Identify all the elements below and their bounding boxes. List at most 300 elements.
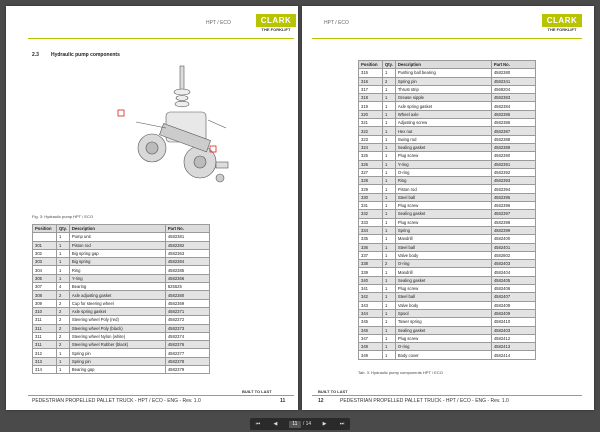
cell-position: 349 [359, 351, 383, 359]
cell-qty: 1 [383, 110, 396, 118]
cell-position: 330 [359, 193, 383, 201]
cell-position: 311 [33, 341, 57, 349]
cell-part-no: 825525 [165, 283, 209, 291]
cell-description: Sealing gasket [395, 276, 491, 284]
header-label: HPT / ECO [206, 20, 231, 26]
cell-qty: 4 [57, 283, 70, 291]
cell-description: Steering wheel Nylon (white) [69, 332, 165, 340]
cell-part-no: 4582401 [491, 243, 535, 251]
cell-position: 320 [359, 110, 383, 118]
cell-position: 307 [33, 283, 57, 291]
cell-part-no: 4582391 [491, 160, 535, 168]
cell-position: 344 [359, 309, 383, 317]
cell-part-no: 4582385 [165, 266, 209, 274]
cell-position: 347 [359, 334, 383, 342]
cell-description: Mandrill [395, 268, 491, 276]
cell-description: Pump unit [69, 233, 165, 241]
cell-description: Y-ring [69, 274, 165, 282]
cell-description: Sealing gasket [395, 210, 491, 218]
cell-description: Steel ball [395, 193, 491, 201]
cell-description: Axle spring gasket [395, 102, 491, 110]
cell-part-no: 4582407 [491, 293, 535, 301]
cell-description: Big spring [69, 258, 165, 266]
cell-qty: 1 [383, 152, 396, 160]
cell-qty: 1 [383, 135, 396, 143]
table-row [33, 274, 210, 282]
cell-qty: 1 [383, 301, 396, 309]
table-row [359, 160, 536, 168]
cell-part-no: 4582373 [165, 324, 209, 332]
table-row [359, 202, 536, 210]
cell-qty: 1 [57, 266, 70, 274]
cell-part-no: 4582395 [491, 193, 535, 201]
cell-qty: 1 [57, 249, 70, 257]
cell-description: Plug screw [395, 218, 491, 226]
cell-description: Spring pin [395, 77, 491, 85]
section-number: 2.3 [32, 52, 39, 58]
cell-position: 313 [33, 357, 57, 365]
table-row [359, 276, 536, 284]
table-row [359, 119, 536, 127]
cell-part-no: 4582379 [165, 366, 209, 374]
cell-description: Valve body [395, 251, 491, 259]
cell-position: 304 [33, 266, 57, 274]
last-page-icon[interactable]: ⏭ [339, 421, 345, 427]
cell-qty: 2 [57, 332, 70, 340]
cell-part-no: 4582405 [491, 276, 535, 284]
cell-qty: 2 [383, 77, 396, 85]
table-row [33, 258, 210, 266]
cell-part-no: 4582381 [165, 233, 209, 241]
cell-qty: 2 [57, 316, 70, 324]
table-row [359, 135, 536, 143]
col-description: Description [395, 61, 491, 69]
header-rule [28, 38, 294, 39]
cell-position: 311 [33, 316, 57, 324]
cell-part-no: 4582363 [165, 249, 209, 257]
cell-description: Axle adjusting gasket [69, 291, 165, 299]
table-row [359, 260, 536, 268]
cell-description: Steel ball [395, 243, 491, 251]
table-row [359, 293, 536, 301]
cell-qty: 1 [383, 160, 396, 168]
cell-position: 327 [359, 168, 383, 176]
cell-description: Ring [395, 177, 491, 185]
cell-part-no: 4582397 [491, 210, 535, 218]
cell-position: 322 [359, 127, 383, 135]
cell-position: 326 [359, 160, 383, 168]
cell-part-no: 4582385 [491, 110, 535, 118]
hydraulic-pump-diagram [116, 62, 236, 202]
cell-part-no: 4582403 [491, 326, 535, 334]
cell-position [33, 233, 57, 241]
cell-description: Spring [395, 226, 491, 234]
cell-description: Spring pin [69, 357, 165, 365]
cell-qty: 1 [383, 251, 396, 259]
table-row [359, 309, 536, 317]
cell-position: 336 [359, 243, 383, 251]
cell-position: 335 [359, 235, 383, 243]
table-row [33, 324, 210, 332]
table-row [33, 283, 210, 291]
figure-caption: Fig. 3: Hydraulic pump HPT / ECO [32, 214, 94, 219]
col-part-no: Part No. [165, 225, 209, 233]
prev-page-icon[interactable]: ◀ [273, 421, 278, 427]
table-row [359, 334, 536, 342]
table-header-row [359, 61, 536, 69]
cell-position: 324 [359, 143, 383, 151]
footer-rule [28, 395, 294, 396]
table-row [359, 343, 536, 351]
cell-position: 342 [359, 293, 383, 301]
cell-part-no: 4582380 [491, 69, 535, 77]
table-row [359, 69, 536, 77]
cell-part-no: 4582403 [491, 260, 535, 268]
cell-description: Axle spring gasket [69, 307, 165, 315]
cell-part-no: 4582387 [491, 127, 535, 135]
cell-description: Plug screw [395, 334, 491, 342]
cell-description: Tower spring [395, 318, 491, 326]
header-rule [312, 38, 582, 39]
cell-description: Steering wheel Poly (black) [69, 324, 165, 332]
cell-part-no: 4582383 [491, 94, 535, 102]
cell-part-no: 4582393 [491, 177, 535, 185]
cell-qty: 2 [57, 291, 70, 299]
cell-qty: 1 [383, 69, 396, 77]
table-row [359, 127, 536, 135]
cell-position: 340 [359, 276, 383, 284]
cell-description: Body cover [395, 351, 491, 359]
cell-part-no: 4582384 [165, 258, 209, 266]
table-row [359, 94, 536, 102]
table-row [33, 332, 210, 340]
cell-part-no: 4582394 [491, 185, 535, 193]
first-page-icon[interactable]: ⏮ [255, 421, 261, 427]
table-row [359, 152, 536, 160]
cell-description: Bearing [69, 283, 165, 291]
page-number: 12 [318, 398, 324, 404]
cell-description: Sealing gasket [395, 143, 491, 151]
cell-description: Plug screw [395, 202, 491, 210]
table-row [359, 226, 536, 234]
table-row [359, 110, 536, 118]
logo-tagline: THE FORKLIFT [261, 27, 291, 32]
cell-position: 345 [359, 318, 383, 326]
cell-position: 312 [33, 349, 57, 357]
cell-qty: 2 [383, 260, 396, 268]
cell-position: 316 [359, 77, 383, 85]
table-row [359, 268, 536, 276]
cell-part-no: 4582386 [491, 119, 535, 127]
cell-qty: 1 [383, 210, 396, 218]
cell-description: Sealing gasket [395, 326, 491, 334]
cell-description: Plug screw [395, 285, 491, 293]
callout-box [118, 110, 124, 116]
cell-part-no: 4582366 [165, 274, 209, 282]
cell-position: 338 [359, 260, 383, 268]
table-header-row [33, 225, 210, 233]
cell-qty: 1 [383, 285, 396, 293]
cell-position: 341 [359, 285, 383, 293]
cell-position: 332 [359, 210, 383, 218]
right-page [302, 6, 594, 410]
cell-position: 319 [359, 102, 383, 110]
cell-position: 311 [33, 324, 57, 332]
cell-qty: 1 [383, 202, 396, 210]
cell-position: 302 [33, 249, 57, 257]
table-row [33, 357, 210, 365]
cell-position: 343 [359, 301, 383, 309]
cell-qty: 1 [383, 309, 396, 317]
cell-part-no: 4582409 [491, 309, 535, 317]
cell-position: 337 [359, 251, 383, 259]
cell-qty: 1 [57, 366, 70, 374]
cell-qty: 1 [383, 143, 396, 151]
cell-part-no: 4582399 [491, 226, 535, 234]
cell-description: Mandrill [395, 235, 491, 243]
cell-qty: 1 [383, 193, 396, 201]
table-row [359, 77, 536, 85]
cell-description: Spring pin [69, 349, 165, 357]
cell-part-no: 4582378 [165, 357, 209, 365]
table-row [33, 266, 210, 274]
cell-description: Thrust strip [395, 85, 491, 93]
logo-tagline: THE FORKLIFT [547, 27, 577, 32]
cell-qty: 1 [57, 233, 70, 241]
cell-description: Plug screw [395, 152, 491, 160]
cell-part-no: 4582406 [491, 285, 535, 293]
cell-qty: 1 [57, 241, 70, 249]
next-page-icon[interactable]: ▶ [322, 421, 327, 427]
table-row [33, 241, 210, 249]
table-row [359, 351, 536, 359]
table-row [359, 102, 536, 110]
table-row [33, 249, 210, 257]
cell-position: 318 [359, 94, 383, 102]
cell-qty: 1 [383, 268, 396, 276]
cell-part-no: 4582413 [491, 343, 535, 351]
cell-description: Big spring gap [69, 249, 165, 257]
cell-position: 309 [33, 299, 57, 307]
cell-part-no: 4582372 [165, 316, 209, 324]
table-row [33, 341, 210, 349]
cell-qty: 1 [383, 293, 396, 301]
cell-description: Piston rod [395, 185, 491, 193]
cell-qty: 1 [383, 119, 396, 127]
cell-part-no: 4582371 [165, 307, 209, 315]
footer-mark: BUILT TO LAST [318, 389, 348, 394]
cell-description: Wheel axle [395, 110, 491, 118]
table-row [359, 243, 536, 251]
cell-part-no: 4582396 [491, 202, 535, 210]
cell-position: 346 [359, 326, 383, 334]
cell-part-no: 4582802 [491, 251, 535, 259]
table-row [359, 301, 536, 309]
cell-qty: 1 [383, 185, 396, 193]
cell-part-no: 4582389 [491, 143, 535, 151]
table-row [33, 307, 210, 315]
cell-position: 310 [33, 307, 57, 315]
total-pages: / 14 [302, 421, 312, 427]
left-page [6, 6, 298, 410]
cell-part-no: 4582412 [491, 334, 535, 342]
cell-description: Swing rod [395, 135, 491, 143]
cell-part-no: 4582414 [491, 351, 535, 359]
page-indicator [289, 421, 311, 428]
col-position: Position [33, 225, 57, 233]
footer-rule [312, 395, 582, 396]
table-row [359, 168, 536, 176]
cell-part-no: 4582377 [165, 349, 209, 357]
cell-description: Adjusting screw [395, 119, 491, 127]
cell-part-no: 4582400 [491, 235, 535, 243]
viewer-toolbar [250, 418, 350, 430]
cell-part-no: 4582398 [491, 218, 535, 226]
cell-description: Hex nut [395, 127, 491, 135]
cell-description: Piston rod [69, 241, 165, 249]
table-row [359, 193, 536, 201]
footer-text: PEDESTRIAN PROPELLED PALLET TRUCK - HPT / ECO - ENG - Rev. 1.0 [340, 398, 509, 404]
cell-qty: 1 [57, 357, 70, 365]
col-description: Description [69, 225, 165, 233]
footer-text: PEDESTRIAN PROPELLED PALLET TRUCK - HPT / ECO - ENG - Rev. 1.0 [32, 398, 201, 404]
cell-part-no: 4582369 [165, 299, 209, 307]
footer-mark: BUILT TO LAST [242, 389, 272, 394]
cell-position: 315 [359, 69, 383, 77]
table-row [359, 143, 536, 151]
cell-part-no: 4582384 [491, 102, 535, 110]
clark-logo [542, 14, 582, 34]
table-row [33, 349, 210, 357]
cell-qty: 1 [383, 226, 396, 234]
page-number: 11 [280, 398, 286, 404]
cell-position: 317 [359, 85, 383, 93]
cell-position: 308 [33, 291, 57, 299]
clark-logo [256, 14, 296, 34]
cell-part-no: 4582376 [165, 341, 209, 349]
cell-qty: 2 [57, 299, 70, 307]
cell-position: 325 [359, 152, 383, 160]
col-part-no: Part No. [491, 61, 535, 69]
header-label: HPT / ECO [324, 20, 349, 26]
cell-position: 329 [359, 185, 383, 193]
cell-description: O-ring [395, 343, 491, 351]
cell-qty: 1 [383, 102, 396, 110]
cell-part-no: 4569204 [491, 85, 535, 93]
table-row [359, 318, 536, 326]
cell-description: Steel ball [395, 293, 491, 301]
table-row [359, 85, 536, 93]
cell-part-no: 4582388 [491, 135, 535, 143]
cell-part-no: 4582341 [491, 77, 535, 85]
cell-description: Spool [395, 309, 491, 317]
cell-description: Bearing gap [69, 366, 165, 374]
cell-qty: 1 [383, 343, 396, 351]
col-qty: Qty. [57, 225, 70, 233]
table-row [33, 316, 210, 324]
cell-qty: 1 [383, 276, 396, 284]
logo-mark: CLARK [542, 14, 582, 27]
cell-description: Valve body [395, 301, 491, 309]
col-position: Position [359, 61, 383, 69]
cell-position: 328 [359, 177, 383, 185]
cell-position: 321 [359, 119, 383, 127]
cell-position: 314 [33, 366, 57, 374]
cell-position: 311 [33, 332, 57, 340]
cell-qty: 1 [383, 168, 396, 176]
cell-qty: 2 [57, 307, 70, 315]
table-row [359, 210, 536, 218]
table-row [33, 291, 210, 299]
cell-description: Steering wheel Poly (red) [69, 316, 165, 324]
cell-qty: 1 [383, 85, 396, 93]
cell-position: 331 [359, 202, 383, 210]
cell-part-no: 4582390 [491, 152, 535, 160]
logo-mark: CLARK [256, 14, 296, 27]
cell-qty: 1 [383, 94, 396, 102]
cell-qty: 1 [383, 235, 396, 243]
cell-qty: 1 [383, 351, 396, 359]
cell-position: 334 [359, 226, 383, 234]
col-qty: Qty. [383, 61, 396, 69]
table-row [359, 251, 536, 259]
table-row [359, 185, 536, 193]
table-row [33, 233, 210, 241]
cell-qty: 1 [57, 349, 70, 357]
cell-description: O-ring [395, 260, 491, 268]
cell-qty: 2 [57, 341, 70, 349]
parts-table-right [358, 60, 536, 360]
cell-qty: 1 [383, 318, 396, 326]
table-row [33, 366, 210, 374]
cell-qty: 1 [57, 274, 70, 282]
cell-part-no: 4582408 [491, 301, 535, 309]
table-row [33, 299, 210, 307]
cell-qty: 1 [383, 326, 396, 334]
table-row [359, 326, 536, 334]
cell-position: 333 [359, 218, 383, 226]
cell-position: 323 [359, 135, 383, 143]
cell-position: 305 [33, 274, 57, 282]
cell-part-no: 4582380 [165, 291, 209, 299]
table-row [359, 177, 536, 185]
cell-part-no: 4582374 [165, 332, 209, 340]
table-row [359, 285, 536, 293]
cell-position: 301 [33, 241, 57, 249]
cell-description: Y-ring [395, 160, 491, 168]
section-heading [32, 52, 132, 58]
table-caption: Tab. 3: Hydraulic pump components HPT / ECO [358, 370, 443, 375]
page-number-input[interactable] [289, 421, 301, 428]
cell-part-no: 4582382 [165, 241, 209, 249]
cell-description: Grease nipple [395, 94, 491, 102]
parts-table-left [32, 224, 210, 374]
cell-qty: 1 [57, 258, 70, 266]
cell-position: 303 [33, 258, 57, 266]
cell-description: Steering wheel Rubber (black) [69, 341, 165, 349]
section-title: Hydraulic pump components [50, 52, 120, 58]
cell-position: 339 [359, 268, 383, 276]
cell-qty: 1 [383, 243, 396, 251]
table-row [359, 218, 536, 226]
cell-qty: 2 [57, 324, 70, 332]
cell-qty: 1 [383, 177, 396, 185]
cell-qty: 1 [383, 218, 396, 226]
cell-qty: 1 [383, 334, 396, 342]
cell-description: O-ring [395, 168, 491, 176]
cell-part-no: 4582404 [491, 268, 535, 276]
table-row [359, 235, 536, 243]
